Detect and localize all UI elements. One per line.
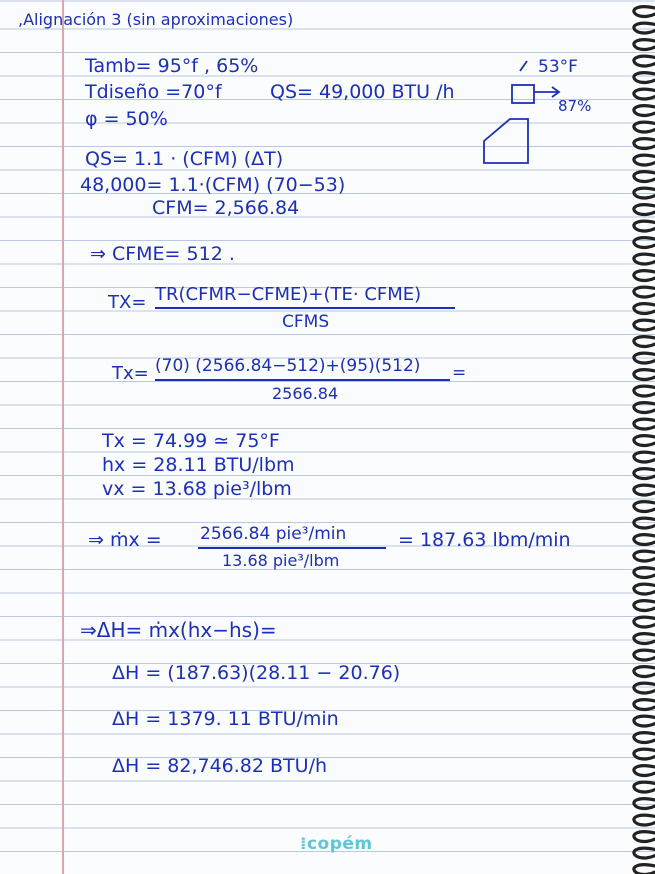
spiral-coil <box>634 205 655 215</box>
delta-h-per-hour: ΔH = 82,746.82 BTU/h <box>112 755 328 777</box>
qs-formula: QS= 1.1 · (CFM) (ΔT) <box>85 148 284 170</box>
spiral-coil <box>634 683 655 693</box>
brand-logo: ⁞copém <box>300 834 373 854</box>
tx-substitution-numerator: (70) (2566.84−512)+(95)(512) <box>155 356 421 376</box>
spiral-coil <box>634 502 655 512</box>
ambient-temperature: Tamb= 95°f , 65% <box>85 55 259 77</box>
spiral-coil <box>634 485 655 495</box>
sketch-box <box>512 85 534 103</box>
tx-formula-lhs: TX= <box>108 292 147 313</box>
vx-result: vx = 13.68 pie³/lbm <box>102 478 292 500</box>
tx-formula-numerator: TR(CFMR−CFME)+(TE· CFME) <box>155 284 422 305</box>
spiral-coil <box>634 403 655 413</box>
spiral-coil <box>634 716 655 726</box>
spiral-coil <box>634 799 655 809</box>
spiral-coil <box>634 40 655 50</box>
spiral-coil <box>634 815 655 825</box>
spiral-coil <box>634 700 655 710</box>
spiral-coil <box>634 320 655 330</box>
spiral-coil <box>634 865 655 874</box>
sketch-slash <box>520 61 527 71</box>
spiral-coil <box>634 370 655 380</box>
spiral-coil <box>634 155 655 165</box>
tx-substitution-fraction-bar <box>155 379 450 381</box>
spiral-coil <box>634 568 655 578</box>
mass-flow-lhs: ⇒ ṁx = <box>88 529 162 551</box>
spiral-coil <box>634 650 655 660</box>
spiral-coil <box>634 271 655 281</box>
spiral-coil <box>634 469 655 479</box>
tx-formula-fraction-bar <box>155 307 455 309</box>
spiral-coil <box>634 23 655 33</box>
spiral-coil <box>634 304 655 314</box>
qs-substitution: 48,000= 1.1·(CFM) (70−53) <box>80 174 346 196</box>
mass-flow-fraction-bar <box>198 547 386 549</box>
hx-result: hx = 28.11 BTU/lbm <box>102 454 295 476</box>
spiral-coil <box>634 7 655 17</box>
sketch-trapezoid <box>484 119 528 163</box>
delta-h-formula: ⇒ΔH= ṁx(hx−hs)= <box>80 618 277 642</box>
spiral-coil <box>634 337 655 347</box>
mass-flow-numerator: 2566.84 pie³/min <box>200 524 347 544</box>
delta-h-substitution: ΔH = (187.63)(28.11 − 20.76) <box>112 662 401 684</box>
spiral-coil <box>634 634 655 644</box>
cfm-e: ⇒ CFME= 512 . <box>90 243 235 265</box>
spiral-coil <box>634 617 655 627</box>
spiral-binding <box>615 0 655 874</box>
spiral-coil <box>634 188 655 198</box>
mass-flow-result: = 187.63 lbm/min <box>398 529 571 551</box>
spiral-coil <box>634 832 655 842</box>
diagram-temp-label: 53°F <box>538 57 578 77</box>
spiral-coil <box>634 419 655 429</box>
page-title: ,Alignación 3 (sin aproximaciones) <box>18 10 294 29</box>
diagram-rh-label: 87% <box>558 97 592 115</box>
spiral-coil <box>634 535 655 545</box>
relative-humidity: φ = 50% <box>85 108 168 130</box>
spiral-coil <box>634 733 655 743</box>
spiral-coil <box>634 73 655 83</box>
margin-line <box>62 0 64 874</box>
tx-substitution-denominator: 2566.84 <box>272 384 339 403</box>
spiral-coil <box>634 452 655 462</box>
sensible-heat: QS= 49,000 BTU /h <box>270 81 455 103</box>
spiral-coil <box>634 56 655 66</box>
spiral-coil <box>634 749 655 759</box>
spiral-coil <box>634 584 655 594</box>
spiral-coil <box>634 601 655 611</box>
design-temperature: Tdiseño =70°f <box>85 81 222 103</box>
spiral-coil <box>634 254 655 264</box>
tx-substitution-tail: = <box>452 363 467 383</box>
delta-h-per-min: ΔH = 1379. 11 BTU/min <box>112 708 339 730</box>
spiral-coil <box>634 667 655 677</box>
spiral-coil <box>634 139 655 149</box>
spiral-coil <box>634 89 655 99</box>
cfm-result: CFM= 2,566.84 <box>152 197 300 219</box>
spiral-coil <box>634 238 655 248</box>
spiral-coil <box>634 106 655 116</box>
spiral-coil <box>634 766 655 776</box>
mass-flow-denominator: 13.68 pie³/lbm <box>222 551 340 570</box>
spiral-coil <box>634 386 655 396</box>
spiral-coil <box>634 436 655 446</box>
spiral-coil <box>634 122 655 132</box>
tx-formula-denominator: CFMS <box>282 312 330 332</box>
spiral-coil <box>634 172 655 182</box>
spiral-coil <box>634 287 655 297</box>
spiral-coil <box>634 551 655 561</box>
tx-result: Tx = 74.99 ≃ 75°F <box>102 430 280 452</box>
tx-substitution-lhs: Tx= <box>112 363 149 384</box>
spiral-coil <box>634 221 655 231</box>
spiral-coil <box>634 353 655 363</box>
spiral-coil <box>634 848 655 858</box>
spiral-coil <box>634 782 655 792</box>
spiral-coil <box>634 518 655 528</box>
